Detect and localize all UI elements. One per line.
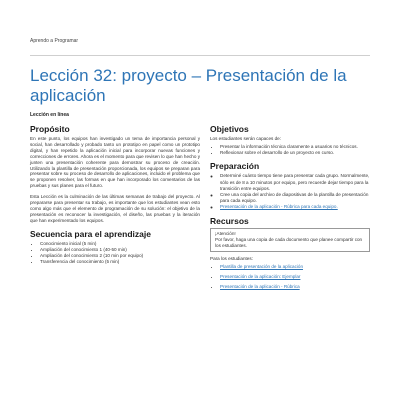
objectives-intro: Los estudiantes serán capaces de: [210,136,281,141]
preparation-list [210,173,370,210]
objectives-section [210,124,370,156]
resource-item [220,284,370,290]
resource-item [220,274,370,280]
attention-text: Por favor, haga una copia de cada documento que planee compartir con los estudiantes. [215,236,363,248]
sequence-list [30,241,200,266]
preparation-heading: Preparación [210,161,260,172]
purpose-paragraph-1: En este punto, los equipos han investigado un tema de importancia personal y social, han desarrollado y probado tanto un prototipo en papel como un prototipo digital, y han repetido la aplicación inicial para incorporar nuevas funciones y correcciones de errores. Ahora es el momento para que revisen lo que han hecho y junten una presentación coherente para demostrar su proceso de creación. Utilizando la plantilla de presentación proporcionada, los equipos se preparan para presentar sobre su proceso de desarrollo de aplicaciones, incluido el problema que se proponen resolver, las formas en que han incorporado los comentarios de las pruebas y sus planes para el futuro. [30,136,200,189]
preparation-item [220,204,370,210]
objective-item: • Presentar la información técnica claramente a usuarios no técnicos. [220,144,370,150]
exemplar-link[interactable]: Presentación de la aplicación: Ejemplar [220,273,301,279]
resources-section [210,216,370,291]
preparation-item [220,192,370,204]
objectives-list [210,144,370,156]
lesson-title: Lección 32: proyecto – Presentación de la aplicación [30,66,347,105]
sequence-item: • Ampliación del conocimiento 1 (40-50 min) [40,247,200,253]
attention-note [210,228,370,252]
sequence-heading: Secuencia para el aprendizaje [30,228,151,239]
objective-item: • Reflexionar sobre el desarrollo de un proyecto en curso. [220,150,370,156]
sequence-item: • Ampliación del conocimiento 2 (10 min por equipo) [40,253,200,259]
purpose-heading: Propósito [30,124,70,134]
sequence-item: • Transferencia del conocimiento (5 min) [40,259,200,265]
preparation-item-text: Cree una copia del archivo de diapositivas de la plantilla de presentación para cada equipo. [220,192,369,204]
template-link[interactable]: Plantilla de presentación de la aplicación [220,263,303,269]
resource-item [220,264,370,270]
preparation-item: ◦ Determiné cuánto tiempo tiene para presentar cada grupo. Normalmente, sólo es de 8 a 10 minutos por equipo, pero recuerde dejar tiempo para la transición entre equipos. [220,173,370,192]
purpose-paragraph-2: Esta Lección es la culminación de las últimas semanas de trabajo del proyecto. Al prepararse para presentar su trabajo, es importante que los estudiantes vean esto como algo más que el elemento de programación de su solución: el objetivo de la presentación es reconocer la investigación, el diseño, las pruebas y la iteración que han experimentado los equipos. [30,194,200,223]
attention-label: ¡Atención! [215,230,236,236]
sequence-section [30,229,200,266]
resources-heading: Recursos [210,215,249,226]
header-divider [30,55,370,56]
rubric-resource-link[interactable]: Presentación de la aplicación - Rúbrica [220,284,300,290]
rubric-link[interactable]: Presentación de la aplicación - Rúbrica para cada equipo. [220,204,338,210]
course-header: Aprendo a Programar [30,38,79,44]
lesson-subtitle: Lección en línea [30,112,69,118]
purpose-section [30,124,200,224]
objectives-heading: Objetivos [210,124,249,134]
resources-list [210,264,370,291]
sequence-item: • Conocimiento inicial (5 min) [40,241,200,247]
right-column [210,124,370,294]
resources-intro: Para los estudiantes: [210,255,253,261]
preparation-section [210,161,370,210]
left-column [30,124,200,266]
